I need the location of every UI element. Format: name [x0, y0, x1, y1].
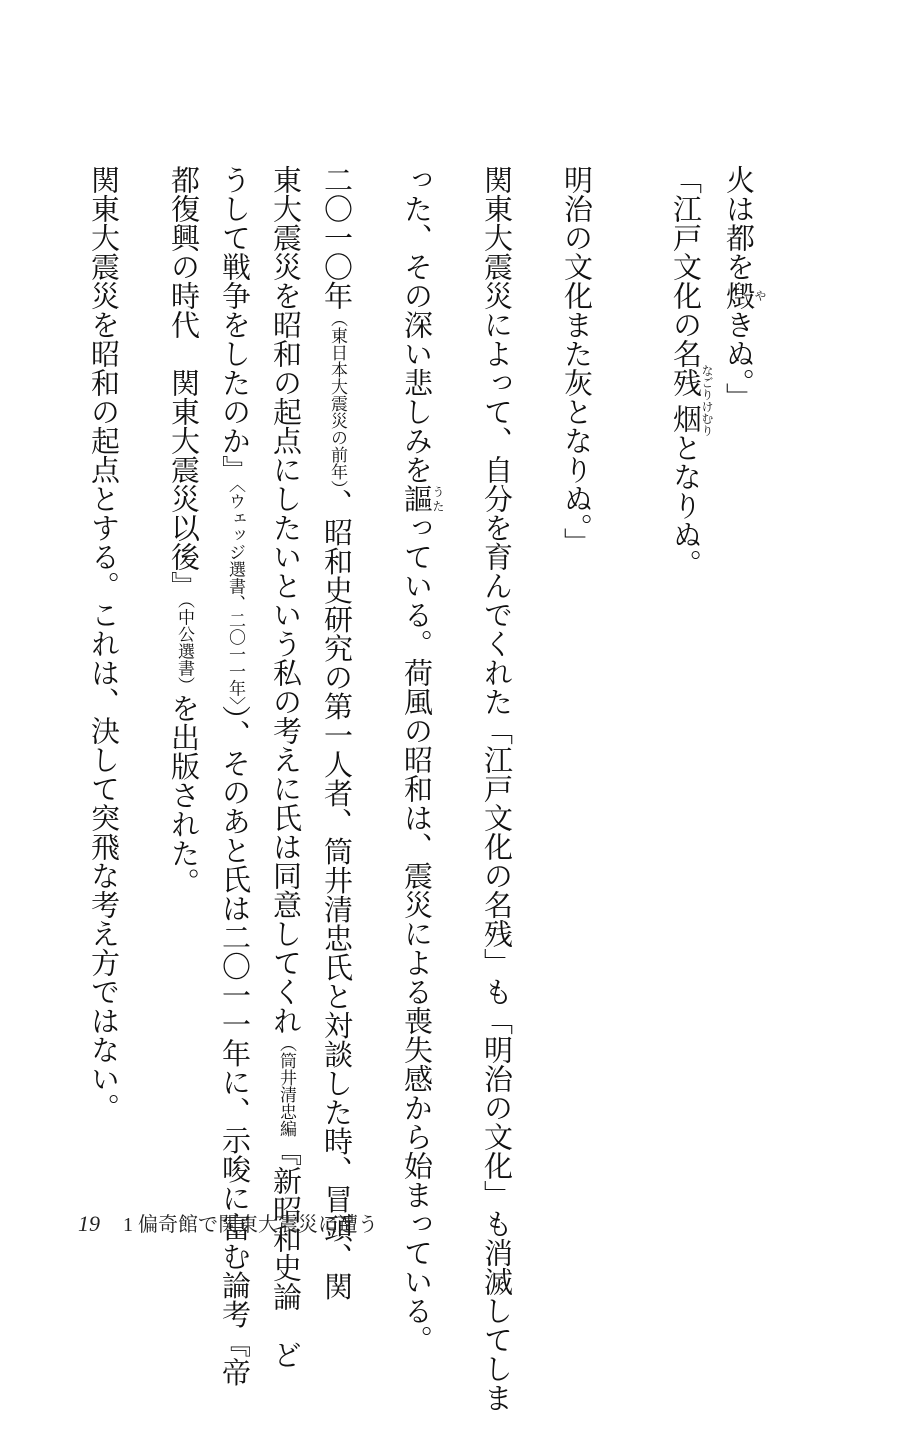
ruby-reading: うた — [431, 484, 445, 513]
text-run: を出版された。 — [167, 693, 201, 897]
text-run: 都復興の時代 関東大震災以後』 — [167, 165, 201, 600]
chapter-title: 1 偏奇館で関東大震災に遭う — [123, 1214, 378, 1236]
text-run: ）、そのあと氏は二〇一一年に、示唆に富む論考『帝 — [218, 705, 252, 1387]
text-run: 、昭和史研究の第一人者、筒井清忠氏と対談した時、冒頭、関 — [320, 488, 354, 1301]
section-gap — [27, 165, 78, 1025]
ruby-text: 燬や — [722, 281, 767, 310]
text-run: 火は都を — [722, 165, 756, 281]
text-line — [158, 165, 209, 1025]
text-line — [260, 165, 311, 1369]
text-line — [209, 165, 260, 1387]
text-run: うして戦争をしたのか』 — [218, 165, 252, 484]
inline-note: （筒井清忠編 — [276, 1035, 296, 1137]
text-run: 二〇一〇年 — [320, 165, 354, 310]
text-run: 東大震災を昭和の起点にしたいという私の考えに氏は同意してくれ — [269, 165, 303, 1035]
ruby-reading: なごりけむり — [700, 364, 714, 437]
text-line — [391, 165, 471, 1354]
text-run: っている。荷風の昭和は、震災による喪失感から始まっている。 — [400, 513, 434, 1354]
text-run: 関東大震災によって、自分を育んでくれた「江戸文化の名残」も「明治の文化」も消滅してしま — [480, 165, 514, 1412]
text-run: 関東大震災を昭和の起点とする。これは、決して突飛な考え方ではない。 — [87, 165, 121, 1122]
text-line — [660, 165, 713, 1025]
inline-note: （中公選書） — [174, 600, 194, 694]
text-line — [78, 165, 158, 1122]
text-line — [471, 165, 551, 1412]
ruby-text: 謳うた — [400, 484, 445, 513]
ruby-text: 残烟なごりけむり — [669, 364, 714, 437]
text-run: きぬ。」 — [722, 310, 756, 412]
inline-note: 〈ウェッジ選書、二〇一一年〉 — [225, 484, 245, 705]
text-line — [551, 165, 660, 1025]
ruby-reading: や — [753, 281, 767, 310]
text-run: 明治の文化また灰となりぬ。」 — [560, 165, 594, 557]
page-footer — [78, 1208, 378, 1237]
text-run: となりぬ。 — [669, 433, 703, 578]
text-line — [713, 165, 822, 1025]
text-line — [311, 165, 391, 1301]
text-run: 「江戸文化の名 — [669, 165, 703, 368]
section-heading — [0, 165, 27, 1025]
text-run: 『新昭和史論 ど — [269, 1137, 303, 1369]
page-number: 19 — [78, 1211, 100, 1236]
text-run: った、その深い悲しみを — [400, 165, 434, 484]
inline-note: （東日本大震災の前年） — [327, 310, 347, 489]
